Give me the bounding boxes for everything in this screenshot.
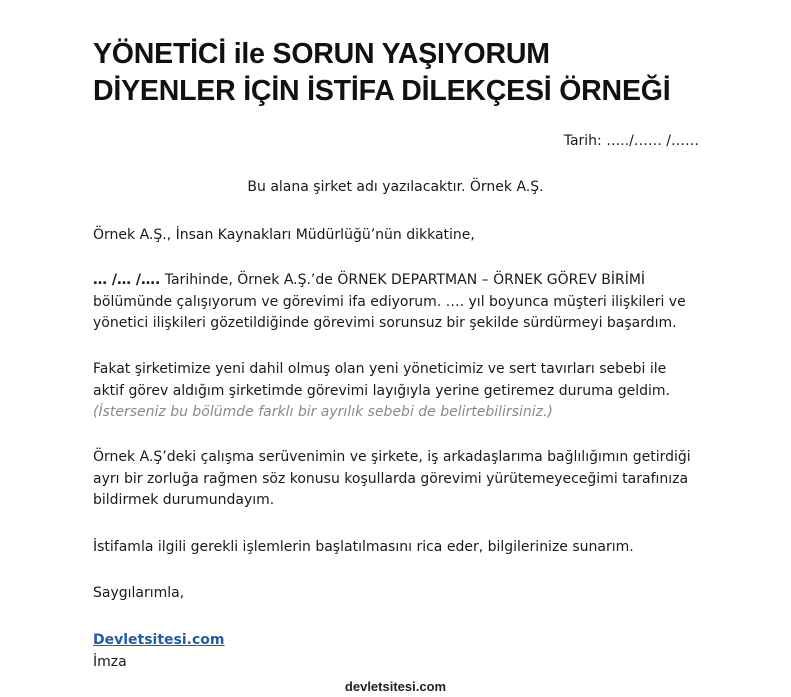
document-title: [93, 36, 670, 110]
signature-label: İmza: [93, 653, 127, 670]
paragraph-notice-line-3: bildirmek durumundayım.: [93, 492, 275, 508]
paragraph-reason-line-1: Fakat şirketimize yeni dahil olmuş olan yeni yöneticimiz ve sert tavırları sebebi ile: [93, 361, 667, 377]
paragraph-employment-line-1-rest: Tarihinde, Örnek A.Ş.’de ÖRNEK DEPARTMAN – ÖRNEK GÖREV BİRİMİ: [160, 272, 646, 288]
paragraph-employment-line-3: yönetici ilişkileri gözetildiğinde görevimi sorunsuz bir şekilde sürdürmeyi başardım.: [93, 315, 677, 331]
title-line-1: YÖNETİCİ ile SORUN YAŞIYORUM: [93, 38, 550, 70]
company-name-line: Bu alana şirket adı yazılacaktır. Örnek A.Ş.: [247, 179, 544, 195]
paragraph-request: İstifamla ilgili gerekli işlemlerin başlatılmasını rica eder, bilgilerinize sunarım.: [93, 539, 634, 555]
paragraph-reason: [93, 359, 713, 424]
reason-hint-note: (İsterseniz bu bölümde farklı bir ayrılık sebebi de belirtebilirsiniz.): [93, 404, 553, 420]
signature-link[interactable]: Devletsitesi.com: [93, 632, 225, 648]
addressee-line: Örnek A.Ş., İnsan Kaynakları Müdürlüğü’nün dikkatine,: [93, 227, 475, 243]
date-line: Tarih: …../…… /……: [563, 133, 699, 149]
paragraph-notice-line-1: Örnek A.Ş’deki çalışma serüvenimin ve şirkete, iş arkadaşlarıma bağlılığımın getirdiği: [93, 449, 691, 465]
paragraph-notice-line-2: ayrı bir zorluğa rağmen söz konusu koşullarda görevimi yürütemeyeceğimi tarafınıza: [93, 470, 689, 487]
paragraph-employment-line-2: bölümünde çalışıyorum ve görevimi ifa ediyorum. …. yıl boyunca müşteri ilişkileri ve: [93, 293, 686, 310]
paragraph-employment-line-1: [93, 270, 713, 292]
paragraph-notice: [93, 447, 713, 512]
closing-salutation: Saygılarımla,: [93, 585, 185, 601]
signature-block: [93, 630, 713, 673]
paragraph-employment: [93, 270, 713, 335]
footer-watermark: devletsitesi.com: [344, 679, 447, 694]
date-placeholder: … /… /….: [93, 272, 161, 288]
title-line-2: DİYENLER İÇİN İSTİFA DİLEKÇESİ ÖRNEĞİ: [93, 75, 671, 107]
paragraph-reason-line-2: aktif görev aldığım şirketimde görevimi layığıyla yerine getiremez duruma geldim.: [93, 382, 671, 399]
